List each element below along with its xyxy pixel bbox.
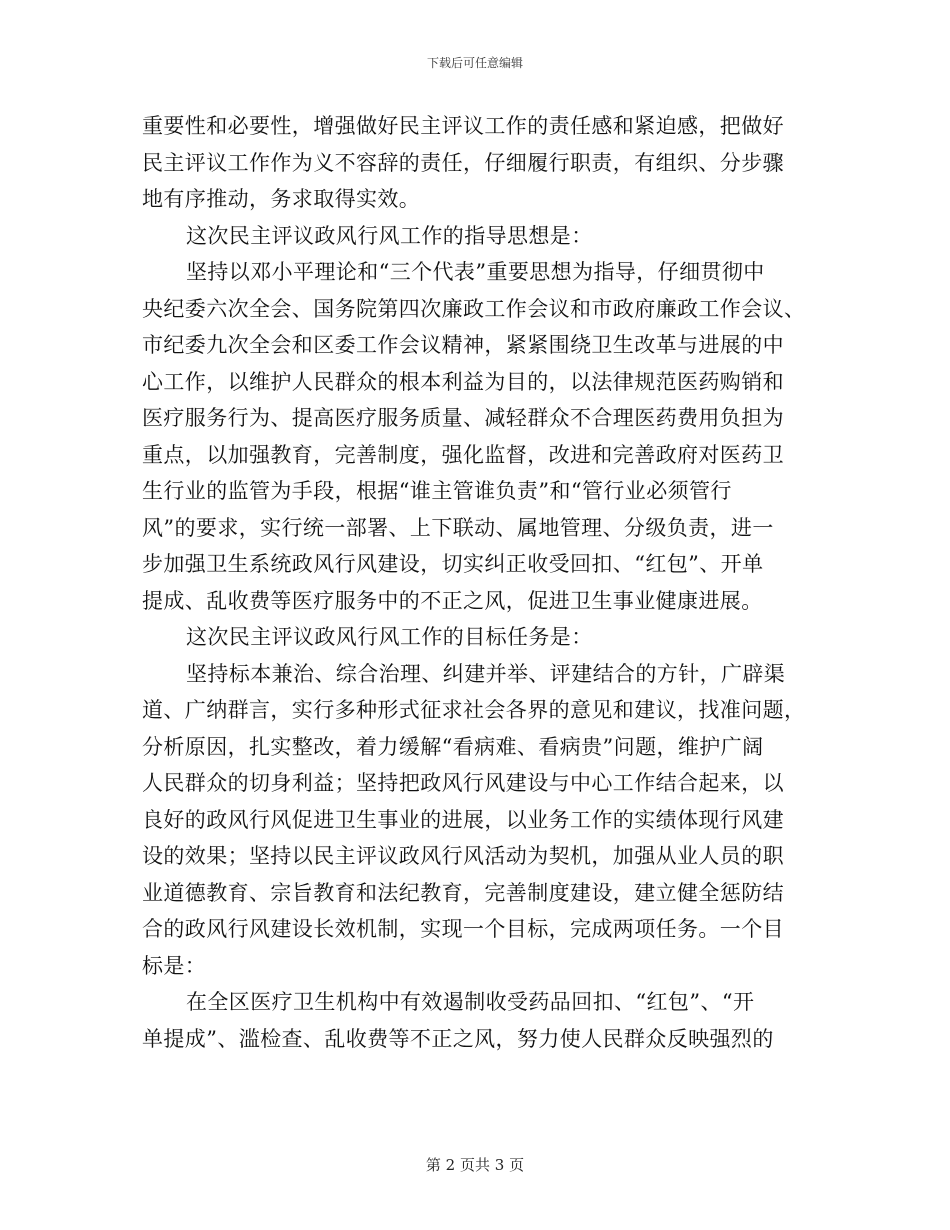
text-line: 这次民主评议政风行风工作的目标任务是： <box>186 625 593 649</box>
text-line: 民主评议工作作为义不容辞的责任，仔细履行职责，有组织、分步骤 <box>142 150 784 175</box>
text-line: 设的效果；坚持以民主评议政风行风活动为契机，加强从业人员的职 <box>142 844 784 868</box>
text-line: 合的政风行风建设长效机制，实现一个目标，完成两项任务。一个目 <box>142 917 784 941</box>
text-line: 坚持标本兼治、综合治理、纠建并举、评建结合的方针，广辟渠 <box>186 661 786 686</box>
text-line: 步加强卫生系统政风行风建设，切实纠正收受回扣、“红包”、开单 <box>142 552 764 576</box>
text-line: 央纪委六次全会、国务院第四次廉政工作会议和市政府廉政工作会议、 <box>142 296 806 321</box>
page-header-note: 下载后可任意编辑 <box>426 56 523 70</box>
text-line: 人民群众的切身利益；坚持把政风行风建设与中心工作结合起来，以 <box>142 771 784 795</box>
text-line: 提成、乱收费等医疗服务中的不正之风，促进卫生事业健康进展。 <box>142 588 763 613</box>
text-line: 重点，以加强教育，完善制度，强化监督，改进和完善政府对医药卫 <box>142 442 784 467</box>
text-line: 业道德教育、宗旨教育和法纪教育，完善制度建设，建立健全惩防结 <box>142 880 784 905</box>
text-line: 标是： <box>142 953 207 978</box>
text-line: 重要性和必要性，增强做好民主评议工作的责任感和紧迫感，把做好 <box>142 114 784 138</box>
text-line: 市纪委九次全会和区委工作会议精神，紧紧围绕卫生改革与进展的中 <box>142 333 784 357</box>
text-line: 良好的政风行风促进卫生事业的进展，以业务工作的实绩体现行风建 <box>142 807 784 832</box>
page-number-footer: 第 2 页共 3 页 <box>425 1156 525 1174</box>
text-line: 单提成”、滥检查、乱收费等不正之风，努力使人民群众反映强烈的 <box>142 1026 774 1051</box>
text-line: 在全区医疗卫生机构中有效遏制收受药品回扣、“红包”、“开 <box>186 990 755 1014</box>
text-line: 道、广纳群言，实行多种形式征求社会各界的意见和建议，找准问题， <box>142 698 806 722</box>
text-line: 心工作，以维护人民群众的根本利益为目的，以法律规范医药购销和 <box>142 369 784 394</box>
text-line: 地有序推动，务求取得实效。 <box>142 187 421 211</box>
text-line: 风”的要求，实行统一部署、上下联动、属地管理、分级负责，进一 <box>142 515 774 540</box>
text-line: 生行业的监管为手段，根据“谁主管谁负责”和“管行业必须管行 <box>142 479 732 503</box>
text-line: 坚持以邓小平理论和“三个代表”重要思想为指导，仔细贯彻中 <box>186 260 765 284</box>
text-line: 医疗服务行为、提高医疗服务质量、减轻群众不合理医药费用负担为 <box>142 406 784 430</box>
document-body <box>142 108 814 1057</box>
text-line: 这次民主评议政风行风工作的指导思想是： <box>186 223 593 248</box>
text-line: 分析原因，扎实整改，着力缓解“看病难、看病贵”问题，维护广阔 <box>142 734 764 759</box>
